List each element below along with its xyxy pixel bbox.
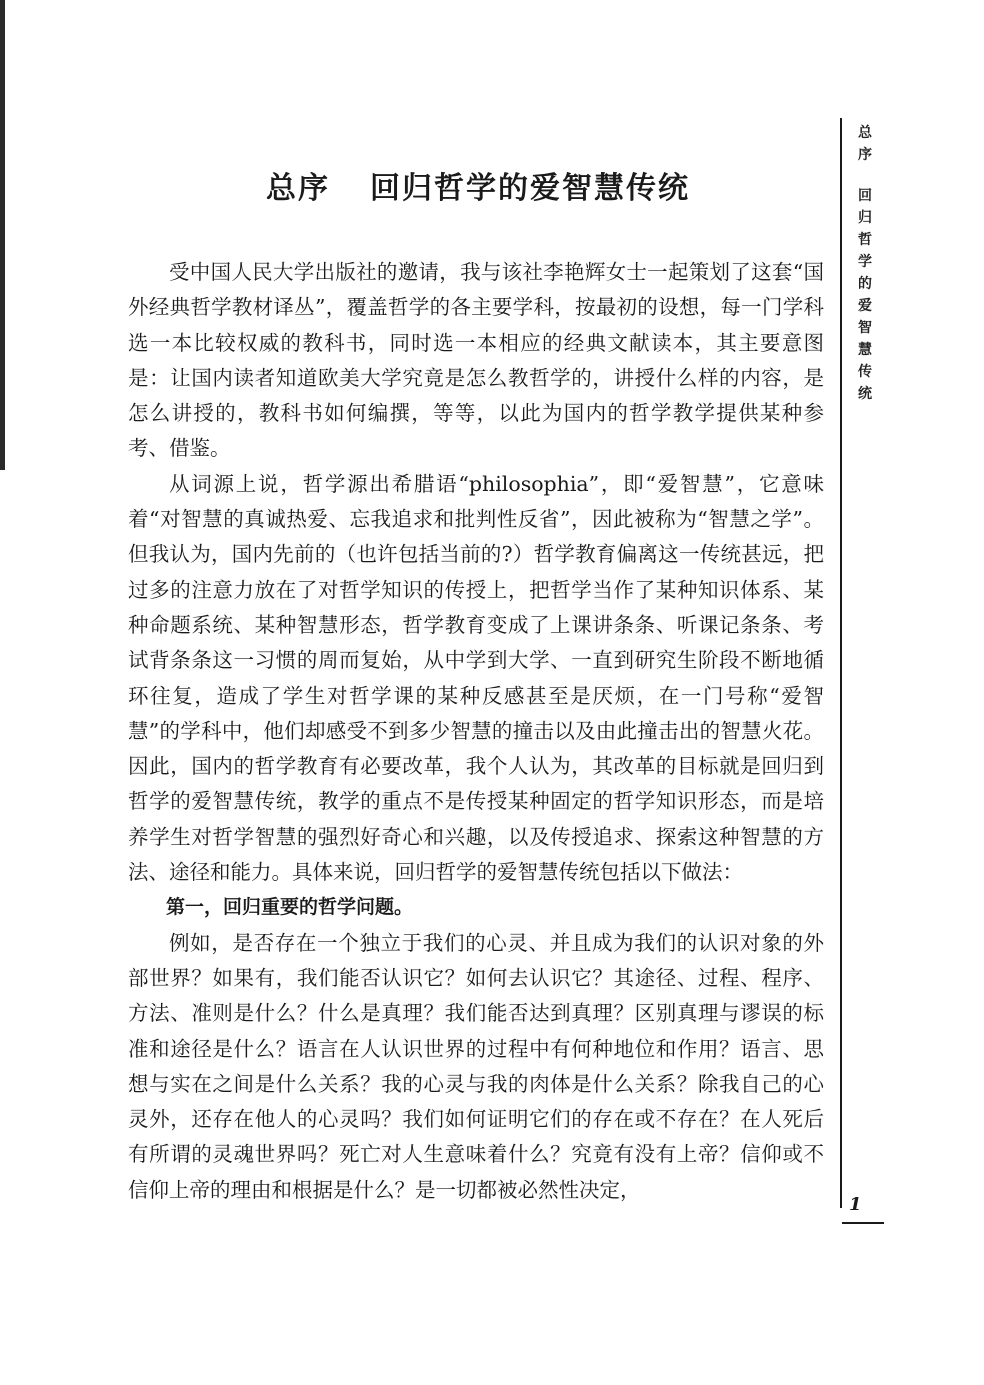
margin-vertical-rule xyxy=(840,118,842,1208)
chapter-title-text: 回归哲学的爱智慧传统 xyxy=(370,171,690,206)
subheading-first: 第一，回归重要的哲学问题。 xyxy=(166,896,414,919)
scan-edge-line xyxy=(0,0,5,470)
paragraph-3: 例如，是否存在一个独立于我们的心灵、并且成为我们的认识对象的外部世界？如果有，我们能否认识它？如何去认识它？其途径、过程、程序、方法、准则是什么？什么是真理？我们能否达到真理？区别真理与谬误的标准和途径是什么？语言在人认识世界的过程中有何种地位和作用？语言、思想与实在之间是什么关系？我的心灵与我的肉体是什么关系？除我自己的心灵外，还存在他人的心灵吗？我们如何证明它们的存在或不存在？在人死后有所谓的灵魂世界吗？死亡对人生意味着什么？究竟有没有上帝？信仰或不信仰上帝的理由和根据是什么？是一切都被必然性决定， xyxy=(128,930,824,1202)
paragraph-2: 从词源上说，哲学源出希腊语“philosophia”，即“爱智慧”，它意味着“对智慧的真诚热爱、忘我追求和批判性反省”，因此被称为“智慧之学”。但我认为，国内先前的（也许包括当前的?）哲学教育偏离这一传统甚远，把过多的注意力放在了对哲学知识的传授上，把哲学当作了某种知识体系、某种命题系统、某种智慧形态，哲学教育变成了上课讲条条、听课记条条、考试背条条这一习惯的周而复始，从中学到大学、一直到研究生阶段不断地循环往复，造成了学生对哲学课的某种反感甚至是厌烦，在一门号称“爱智慧”的学科中，他们却感受不到多少智慧的撞击以及由此撞击出的智慧火花。因此，国内的哲学教育有必要改革，我个人认为，其改革的目标就是回归到哲学的爱智慧传统，教学的重点不是传授某种固定的哲学知识形态，而是培养学生对哲学智慧的强烈好奇心和兴趣，以及传授追求、探索这种智慧的方法、途径和能力。具体来说，回归哲学的爱智慧传统包括以下做法： xyxy=(128,471,824,885)
running-head-series: 总序 xyxy=(858,125,872,163)
chapter-title xyxy=(128,163,828,207)
paragraph-1: 受中国人民大学出版社的邀请，我与该社李艳辉女士一起策划了这套“国外经典哲学教材译丛”，覆盖哲学的各主要学科，按最初的设想，每一门学科选一本比较权威的教科书，同时选一本相应的经典文献读本，其主要意图是：让国内读者知道欧美大学究竟是怎么教哲学的，讲授什么样的内容，是怎么讲授的，教科书如何编撰，等等，以此为国内的哲学教学提供某种参考、借鉴。 xyxy=(128,260,824,461)
chapter-title-label: 总序 xyxy=(266,171,330,206)
page-number-rule xyxy=(842,1222,884,1224)
running-head-section: 回归哲学的爱智慧传统 xyxy=(858,188,872,402)
body-text xyxy=(128,255,824,1208)
page-number: 1 xyxy=(849,1194,862,1215)
